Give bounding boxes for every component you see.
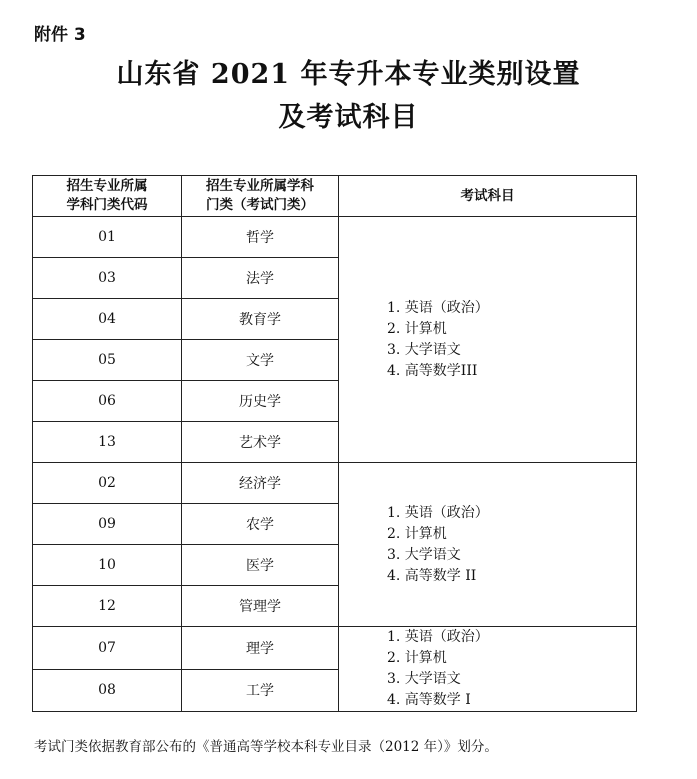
table-row: [33, 217, 637, 258]
code-cell: 05: [33, 340, 182, 381]
code-cell: 09: [33, 504, 182, 545]
subject-item: 1. 英语（政治）: [387, 299, 489, 316]
subject-item: 2. 计算机: [387, 650, 447, 666]
subject-item: 3. 大学语文: [387, 546, 461, 563]
code-cell: 06: [33, 381, 182, 422]
subject-item: 2. 计算机: [387, 525, 447, 542]
subjects-cell: [339, 217, 637, 463]
document-title: 山东省 2021 年专升本专业类别设置: [116, 59, 581, 90]
code-cell: 13: [33, 422, 182, 463]
header-code-line1: 招生专业所属: [66, 178, 148, 194]
subject-item: 2. 计算机: [387, 320, 447, 337]
subjects-cell: [339, 463, 637, 627]
category-cell: 医学: [182, 545, 339, 586]
document-subtitle: 及考试科目: [278, 102, 419, 133]
subject-item: 4. 高等数学 II: [387, 567, 477, 584]
code-cell: 01: [33, 217, 182, 258]
header-category-line1: 招生专业所属学科: [206, 178, 314, 194]
code-cell: 02: [33, 463, 182, 504]
table-row: [33, 627, 637, 670]
code-cell: 07: [33, 627, 182, 670]
subject-item: 1. 英语（政治）: [387, 629, 489, 645]
subject-item: 1. 英语（政治）: [387, 504, 489, 521]
code-cell: 10: [33, 545, 182, 586]
header-code-line2: 学科门类代码: [66, 197, 148, 213]
subject-table: [32, 175, 637, 712]
category-cell: 艺术学: [182, 422, 339, 463]
code-cell: 04: [33, 299, 182, 340]
footnote: 考试门类依据教育部公布的《普通高等学校本科专业目录（2012 年）》划分。: [34, 739, 498, 755]
attachment-label: 附件 3: [34, 25, 86, 45]
category-cell: 文学: [182, 340, 339, 381]
category-cell: 理学: [182, 627, 339, 670]
code-cell: 12: [33, 586, 182, 627]
subject-item: 4. 高等数学 I: [387, 692, 471, 708]
category-cell: 哲学: [182, 217, 339, 258]
header-category: [182, 176, 339, 217]
category-cell: 管理学: [182, 586, 339, 627]
subjects-cell: [339, 627, 637, 712]
code-cell: 03: [33, 258, 182, 299]
header-code: [33, 176, 182, 217]
header-subjects: 考试科目: [339, 176, 637, 217]
category-cell: 经济学: [182, 463, 339, 504]
category-cell: 法学: [182, 258, 339, 299]
category-cell: 工学: [182, 669, 339, 712]
table-header-row: [33, 176, 637, 217]
category-cell: 农学: [182, 504, 339, 545]
subject-item: 3. 大学语文: [387, 671, 461, 687]
category-cell: 教育学: [182, 299, 339, 340]
header-category-line2: 门类（考试门类）: [206, 197, 314, 213]
code-cell: 08: [33, 669, 182, 712]
subject-item: 3. 大学语文: [387, 341, 461, 358]
table-row: [33, 463, 637, 504]
category-cell: 历史学: [182, 381, 339, 422]
subject-item: 4. 高等数学III: [387, 362, 478, 379]
